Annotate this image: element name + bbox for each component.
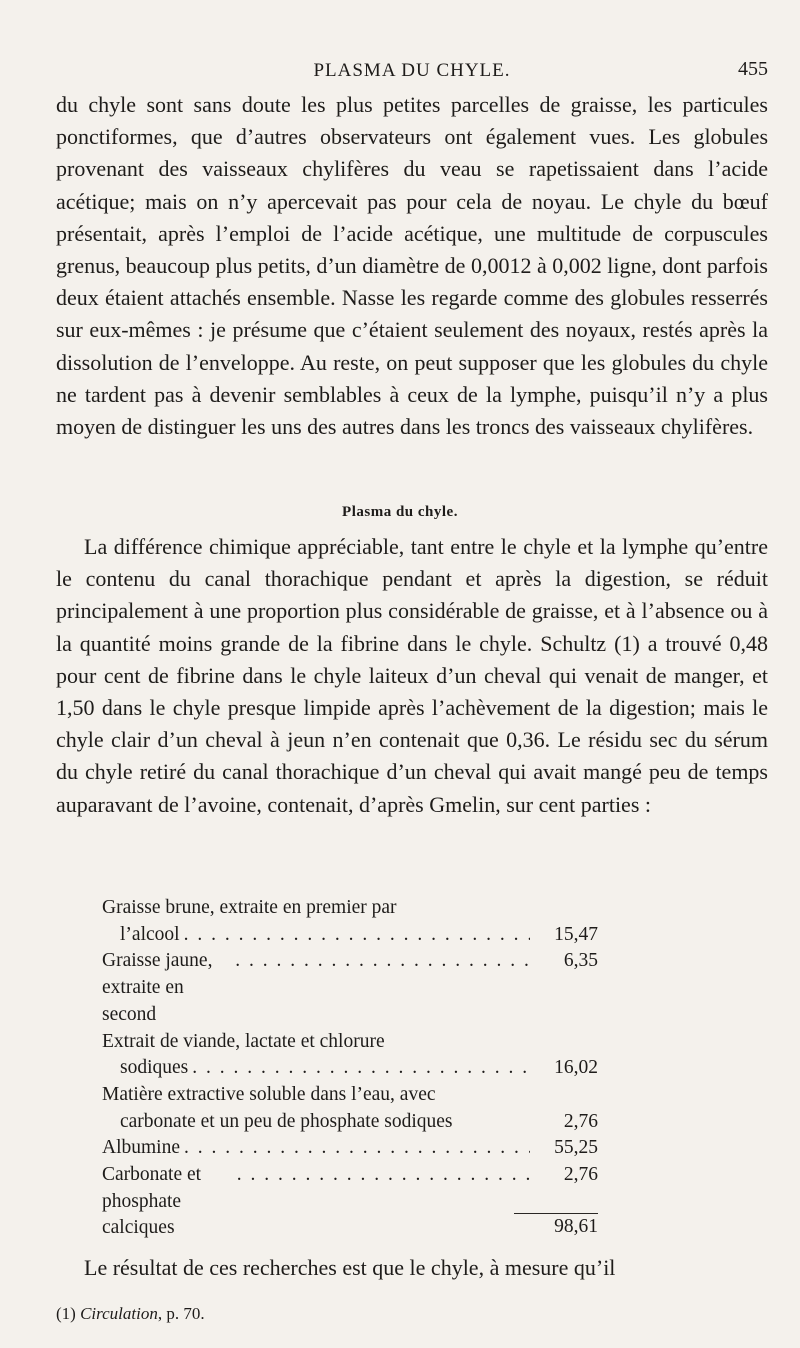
table-row bbox=[102, 1135, 598, 1162]
row-value: 55,25 bbox=[554, 1137, 598, 1159]
row-label-continuation: sodiques bbox=[120, 1057, 189, 1079]
table-row bbox=[102, 895, 598, 948]
row-label: Graisse brune, extraite en premier par bbox=[102, 897, 397, 918]
page-header bbox=[56, 56, 768, 86]
row-label: Albumine bbox=[102, 1137, 180, 1159]
row-value: 2,76 bbox=[563, 1110, 598, 1132]
table-row bbox=[102, 1029, 598, 1082]
leader-dots bbox=[184, 922, 530, 949]
table-row bbox=[102, 1082, 598, 1135]
row-label-continuation: carbonate et un peu de phosphate sodiques bbox=[120, 1110, 453, 1132]
row-label-continuation: l’alcool bbox=[120, 923, 180, 945]
row-label: Carbonate et phosphate calciques bbox=[102, 1164, 202, 1239]
table-row bbox=[102, 948, 598, 1028]
paragraph-chyle-globules: du chyle sont sans doute les plus petites parcelles de graisse, les particules ponctiformes, que d’autres observateurs ont également vues. Les globules provenant des vaisseaux chylifères du veau se rapetissaient dans l’acide acétique; mais on n’y apercevait pas pour cela de noyau. Le chyle du bœuf présentait, après l’emploi de l’acide acétique, une multitude de corpuscules grenus, beaucoup plus petits, d’un diamètre de 0,0012 à 0,002 ligne, dont parfois deux étaient attachés ensemble. Nasse les regarde comme des globules resserrés sur eux-mêmes : je présume que c’étaient seulement des noyaux, restés après la dissolution de l’enveloppe. Au reste, on peut supposer que les globules du chyle ne tardent pas à devenir semblables à ceux de la lymphe, puisqu’il n’y a plus moyen de distinguer les uns des autres dans les troncs des vaisseaux chylifères. bbox=[56, 92, 768, 440]
running-title: PLASMA DU CHYLE. bbox=[313, 60, 511, 81]
footnote-page: , p. 70. bbox=[157, 1304, 205, 1323]
composition-table bbox=[102, 895, 598, 1242]
section-heading: Plasma du chyle. bbox=[342, 504, 458, 520]
row-label: Extrait de viande, lactate et chlorure bbox=[102, 1030, 385, 1052]
row-label: Graisse jaune, extraite en second bbox=[102, 950, 213, 1025]
row-label: Matière extractive soluble dans l’eau, avec bbox=[102, 1083, 436, 1105]
paragraph-result: Le résultat de ces recherches est que le chyle, à mesure qu’il bbox=[84, 1255, 616, 1280]
row-value: 2,76 bbox=[563, 1164, 598, 1186]
paragraph-chemical-difference: La différence chimique appréciable, tant entre le chyle et la lymphe qu’entre le contenu du canal thorachique pendant et après la digestion, se réduit principalement à une proportion plus considérable de graisse, et à l’absence ou à la quantité moins grande de la fibrine dans le chyle. Schultz (1) a trouvé 0,48 pour cent de fibrine dans le chyle laiteux d’un cheval qui venait de manger, et 1,50 dans le chyle presque limpide après l’achèvement de la digestion; mais le chyle clair d’un cheval à jeun n’en contenait que 0,36. Le résidu sec du sérum du chyle retiré du canal thorachique d’un cheval qui avait mangé peu de temps auparavant de l’avoine, contenait, d’après Gmelin, sur cent parties : bbox=[56, 534, 768, 817]
leader-dots bbox=[192, 1055, 530, 1082]
leader-dots bbox=[235, 948, 530, 975]
leader-dots bbox=[237, 1162, 530, 1189]
footnote bbox=[56, 1303, 205, 1325]
footnote-source: Circulation bbox=[80, 1304, 158, 1323]
table-total: 98,61 bbox=[554, 1216, 598, 1237]
row-value: 16,02 bbox=[554, 1057, 598, 1079]
leader-dots bbox=[184, 1135, 530, 1162]
page-number: 455 bbox=[738, 58, 768, 80]
row-value: 6,35 bbox=[563, 950, 598, 972]
row-value: 15,47 bbox=[554, 923, 598, 945]
footnote-marker: (1) bbox=[56, 1304, 76, 1323]
